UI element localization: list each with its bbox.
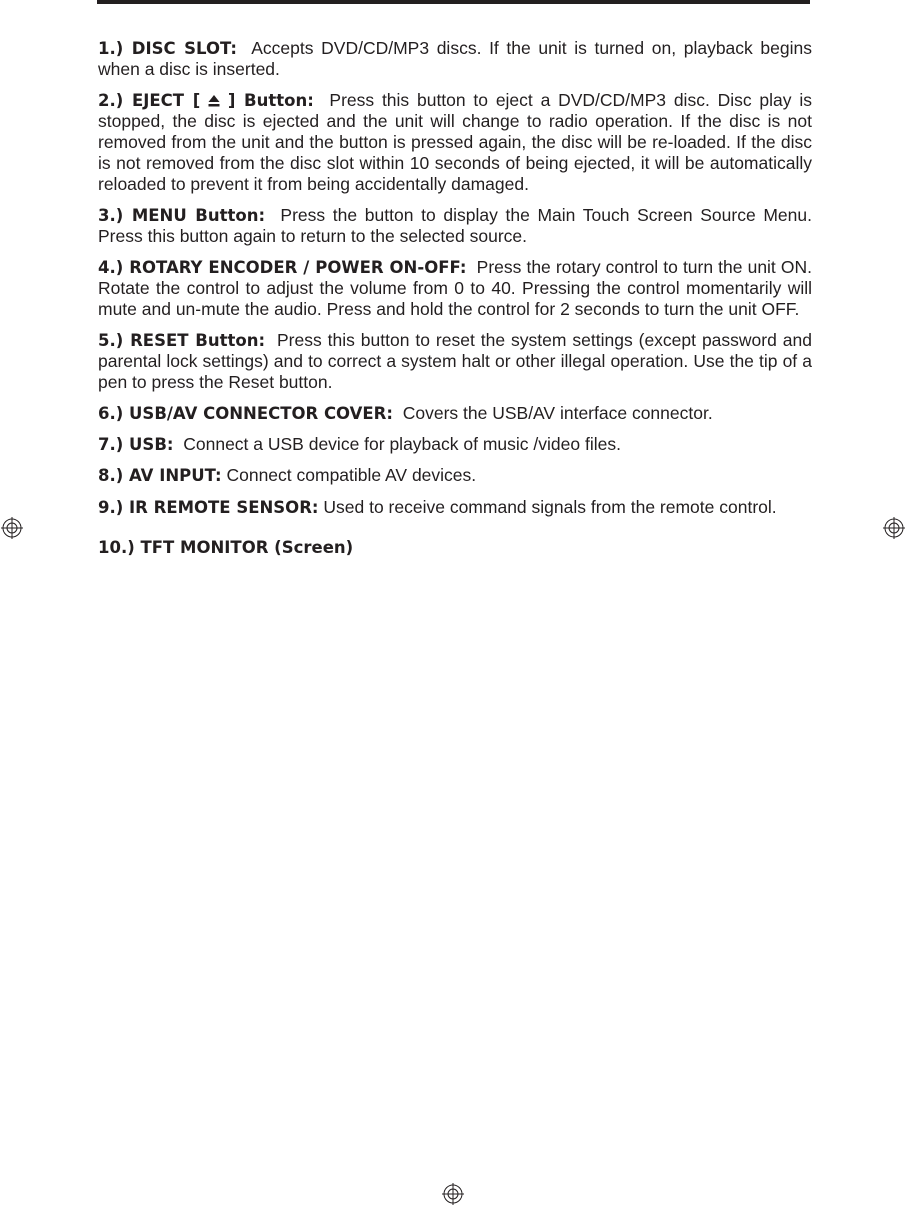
top-rule: [97, 0, 810, 4]
item-text: Press this button to reset the system settings (except password and parental lock settings) and to correct a system halt or other illegal operation. Use the tip of a pen to press the Reset button.: [98, 330, 812, 392]
registration-mark-icon: [442, 1183, 464, 1205]
item-label: 3.) MENU Button:: [98, 206, 266, 225]
item-text: Accepts DVD/CD/MP3 discs. If the unit is turned on, playback begins when a disc is inserted.: [98, 38, 812, 79]
list-item-rotary-encoder: [98, 257, 812, 320]
eject-icon: [208, 94, 220, 107]
item-label: 6.) USB/AV CONNECTOR COVER:: [98, 404, 393, 423]
item-label: 4.) ROTARY ENCODER / POWER ON-OFF:: [98, 258, 467, 277]
list-item-tft-monitor: [98, 537, 812, 558]
item-text: Press this button to eject a DVD/CD/MP3 disc. Disc play is stopped, the disc is ejected and the unit will change to radio operation. If the disc is not removed from the unit and the button is pressed again, the disc will be re-loaded. If the disc is not removed from the disc slot within 10 seconds of being ejected, it will be automatically reloaded to prevent it from being accidentally damaged.: [98, 90, 812, 194]
item-label: 1.) DISC SLOT:: [98, 39, 237, 58]
item-label: 9.) IR REMOTE SENSOR:: [98, 498, 319, 517]
registration-mark-icon: [883, 517, 905, 539]
item-text: Connect a USB device for playback of music /video files.: [183, 434, 621, 454]
list-item-eject: [98, 90, 812, 195]
item-text: Press the button to display the Main Touch Screen Source Menu. Press this button again to return to the selected source.: [98, 205, 812, 246]
item-label-prefix: 2.) EJECT [: [98, 91, 201, 110]
item-label: 10.) TFT MONITOR (Screen): [98, 538, 354, 557]
registration-mark-icon: [1, 517, 23, 539]
item-text: Covers the USB/AV interface connector.: [402, 403, 713, 423]
feature-list: [98, 38, 812, 568]
item-label-suffix: ] Button:: [227, 91, 314, 110]
list-item-menu: [98, 205, 812, 247]
list-item-usb-av-cover: [98, 403, 812, 424]
list-item-reset: [98, 330, 812, 393]
item-text: Connect compatible AV devices.: [226, 465, 477, 485]
list-item-disc-slot: [98, 38, 812, 80]
list-item-usb: [98, 434, 812, 455]
item-text: Used to receive command signals from the remote control.: [323, 497, 777, 517]
list-item-av-input: [98, 465, 812, 486]
item-label: 5.) RESET Button:: [98, 331, 266, 350]
item-text: Press the rotary control to turn the unit ON. Rotate the control to adjust the volume from 0 to 40. Pressing the control momentarily will mute and un-mute the audio. Press and hold the control for 2 seconds to turn the unit OFF.: [98, 257, 812, 319]
item-label: 8.) AV INPUT:: [98, 466, 222, 485]
item-label: 7.) USB:: [98, 435, 174, 454]
list-item-ir-sensor: [98, 492, 812, 523]
